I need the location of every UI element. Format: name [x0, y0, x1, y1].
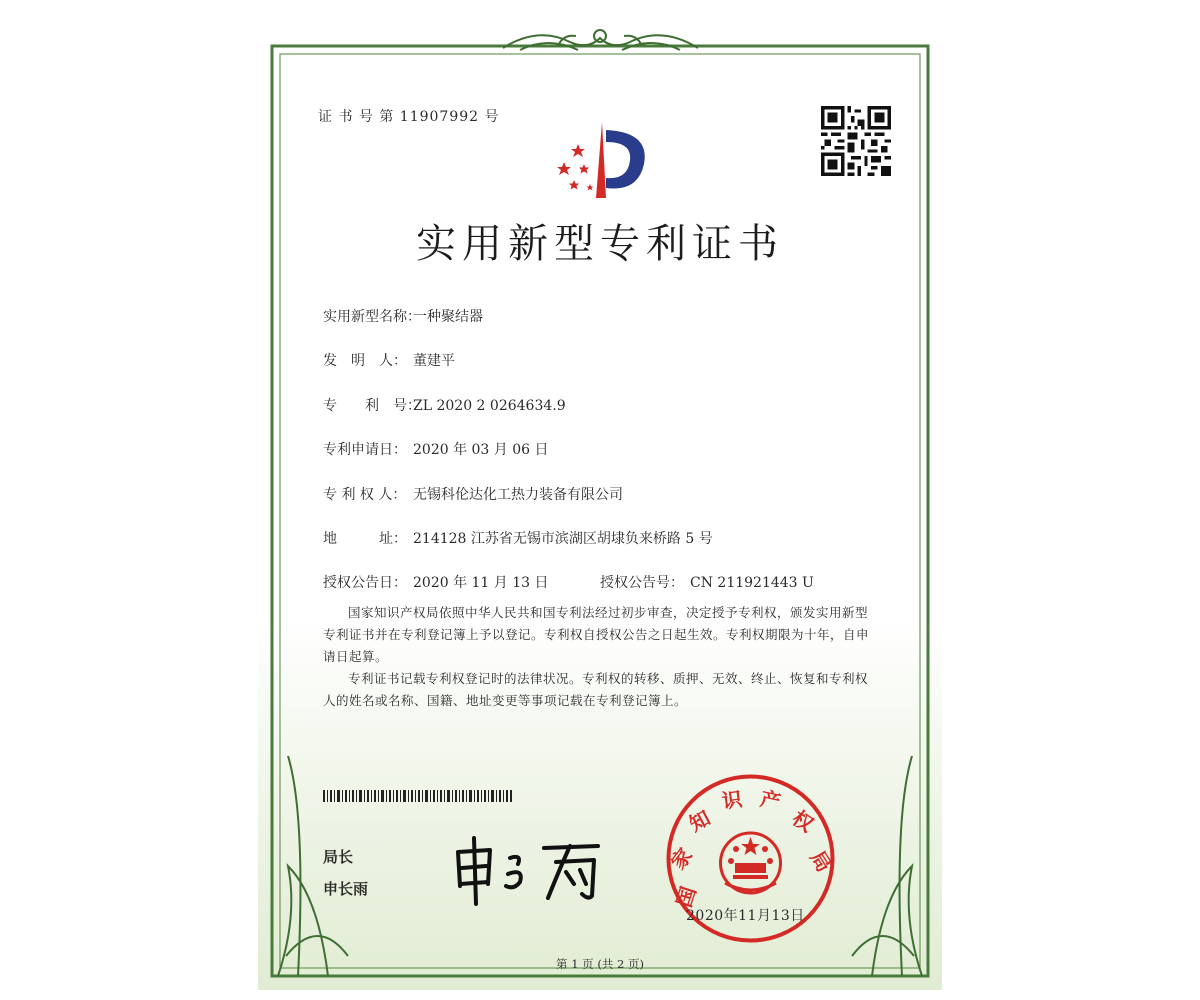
field-label: 授权公告号：: [600, 575, 684, 591]
svg-text:产: 产: [758, 786, 783, 814]
page-number: 第 1 页 (共 2 页): [556, 957, 644, 971]
patent-office-emblem: [540, 102, 660, 212]
signatory-title: 局长: [323, 848, 354, 866]
field-value: 214128 江苏省无锡市滨湖区胡埭负来桥路 5 号: [413, 531, 713, 547]
field-address: [323, 528, 713, 548]
field-label: 发 明 人：: [323, 353, 407, 369]
svg-text:权: 权: [787, 805, 818, 837]
certificate-title: 实用新型专利证书: [416, 221, 784, 267]
national-emblem: [721, 833, 781, 893]
field-value: 无锡科伦达化工热力装备有限公司: [413, 487, 623, 503]
field-value: ZL 2020 2 0264634.9: [413, 398, 566, 414]
handwritten-signature: [448, 828, 608, 908]
legal-paragraph-2: 专利证书记载专利权登记时的法律状况。专利权的转移、质押、无效、终止、恢复和专利权人的姓名或名称、国籍、地址变更等事项记载在专利登记簿上。: [323, 671, 869, 708]
svg-text:家: 家: [665, 843, 698, 874]
field-grant-date: [323, 572, 549, 592]
svg-text:识: 识: [720, 786, 744, 814]
svg-text:局: 局: [805, 846, 837, 877]
signatory-name: 申长雨: [323, 880, 369, 898]
field-grant-number: [600, 572, 814, 592]
field-patentee: [323, 484, 623, 504]
field-value: 一种聚结器: [413, 309, 483, 325]
field-value: 2020 年 03 月 06 日: [413, 442, 549, 458]
field-label: 地 址：: [323, 531, 407, 547]
field-label: 专 利 号：: [323, 398, 421, 414]
field-label: 实用新型名称：: [323, 309, 421, 325]
field-filing-date: [323, 439, 549, 459]
field-label: 授权公告日：: [323, 575, 407, 591]
field-value: 董建平: [413, 353, 455, 369]
field-label: 专 利 权 人：: [323, 487, 407, 503]
field-utility-model-name: [323, 306, 483, 326]
qr-code: [821, 106, 891, 176]
field-value: 2020 年 11 月 13 日: [413, 575, 549, 591]
certificate-number: 证 书 号 第 11907992 号: [318, 109, 500, 125]
field-inventor: [323, 350, 455, 370]
svg-text:知: 知: [685, 805, 715, 837]
field-patent-number: [323, 395, 566, 415]
field-value: CN 211921443 U: [690, 575, 814, 591]
field-label: 专利申请日：: [323, 442, 407, 458]
legal-paragraph-1: 国家知识产权局依照中华人民共和国专利法经过初步审查，决定授予专利权，颁发实用新型专利证书并在专利登记簿上予以登记。专利权自授权公告之日起生效。专利权期限为十年，自申请日起算。: [323, 605, 870, 664]
barcode: [323, 790, 513, 802]
patent-certificate: [258, 16, 942, 990]
svg-text:国: 国: [671, 883, 701, 911]
seal-date: 2020年11月13日: [686, 908, 805, 924]
